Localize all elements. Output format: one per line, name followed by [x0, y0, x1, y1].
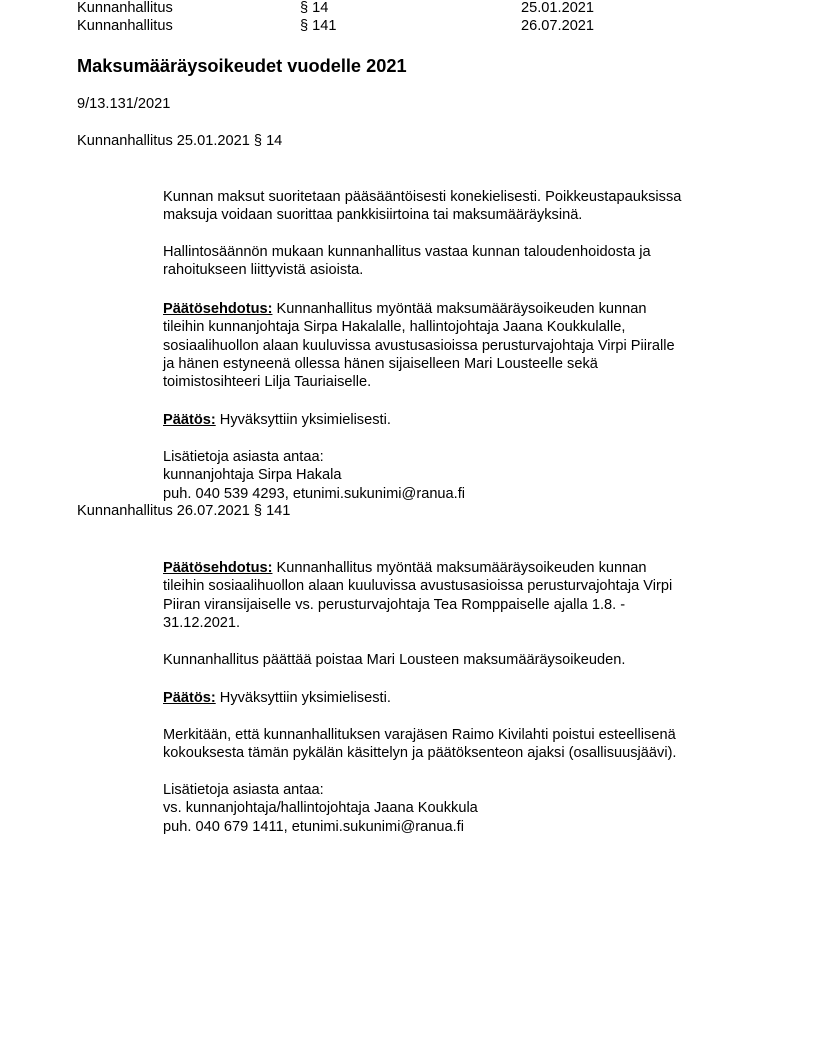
meeting-2-proposal: [163, 559, 763, 632]
meeting-1-para-2: [163, 243, 763, 280]
meeting-2-decision: [163, 689, 763, 707]
text-line: kunnanjohtaja Sirpa Hakala: [163, 467, 342, 484]
text-line: toimistosihteeri Lilja Tauriaiselle.: [163, 374, 372, 391]
text-line: [163, 559, 763, 577]
text-line: Lisätietoja asiasta antaa:: [163, 782, 324, 798]
text-line: puh. 040 539 4293, etunimi.sukunimi@ranua.fi: [163, 485, 466, 502]
header-date: 25.01.2021: [521, 0, 595, 16]
proposal-text: Kunnanhallitus myöntää maksumääräysoikeuden kunnan: [272, 301, 647, 317]
text-line: sosiaalihuollon alaan kuuluvissa avustusasioissa perusturvajohtaja Virpi Piiralle: [163, 337, 675, 354]
decision-text: Hyväksyttiin yksimielisesti.: [215, 412, 391, 428]
text-line: maksuja voidaan suorittaa pankkisiirtoina tai maksumääräyksinä.: [163, 207, 583, 224]
text-line: Merkitään, että kunnanhallituksen varajäsen Raimo Kivilahti poistui esteellisenä: [163, 727, 676, 743]
text-line: vs. kunnanjohtaja/hallintojohtaja Jaana Koukkula: [163, 800, 478, 817]
meeting-2-info: [163, 781, 763, 836]
text-line: rahoitukseen liittyvistä asioista.: [163, 262, 364, 279]
header-section: § 141: [300, 18, 337, 34]
meeting-1-info: [163, 448, 763, 503]
header-date: 26.07.2021: [521, 18, 595, 34]
text-line: Piiran viransijaiselle vs. perusturvajohtaja Tea Romppaiselle ajalla 1.8. -: [163, 596, 626, 613]
header-section: § 14: [300, 0, 329, 16]
text-line: Lisätietoja asiasta antaa:: [163, 449, 324, 465]
text-line: [163, 689, 763, 707]
text-line: tileihin kunnanjohtaja Sirpa Hakalalle, hallintojohtaja Jaana Koukkulalle,: [163, 319, 626, 336]
meeting-2-note: [163, 726, 763, 763]
decision-label: Päätös:: [163, 412, 216, 428]
header-body: Kunnanhallitus: [77, 0, 173, 16]
meeting-2-removal: [163, 651, 763, 669]
text-line: tileihin sosiaalihuollon alaan kuuluvissa avustusasioissa perusturvajohtaja Virpi: [163, 578, 673, 595]
meeting-heading-2: Kunnanhallitus 26.07.2021 § 141: [77, 503, 291, 519]
meeting-1-para-1: [163, 188, 763, 225]
header-row: [77, 0, 777, 18]
meeting-1-decision: [163, 411, 763, 429]
text-line: Kunnanhallitus päättää poistaa Mari Lousteen maksumääräysoikeuden.: [163, 652, 626, 668]
text-line: kokouksesta tämän pykälän käsittelyn ja päätöksenteon ajaksi (osallisuusjäävi).: [163, 745, 677, 762]
text-line: Kunnan maksut suoritetaan pääsääntöisesti konekielisesti. Poikkeustapauksissa: [163, 189, 682, 205]
text-line: 31.12.2021.: [163, 614, 241, 631]
text-line: Hallintosäännön mukaan kunnanhallitus vastaa kunnan taloudenhoidosta ja: [163, 244, 651, 260]
case-number: 9/13.131/2021: [77, 96, 171, 112]
document-title: Maksumääräysoikeudet vuodelle 2021: [77, 56, 407, 76]
text-line: [163, 300, 763, 318]
proposal-text: Kunnanhallitus myöntää maksumääräysoikeuden kunnan: [272, 560, 647, 576]
text-line: [163, 411, 763, 429]
decision-text: Hyväksyttiin yksimielisesti.: [215, 690, 391, 706]
proposal-label: Päätösehdotus:: [163, 301, 273, 317]
text-line: ja hänen estyneenä ollessa hänen sijaiselleen Mari Lousteelle sekä: [163, 355, 598, 372]
text-line: puh. 040 679 1411, etunimi.sukunimi@ranua.fi: [163, 818, 464, 835]
meeting-1-proposal: [163, 300, 763, 391]
decision-label: Päätös:: [163, 690, 216, 706]
header-body: Kunnanhallitus: [77, 18, 173, 34]
meeting-heading-1: Kunnanhallitus 25.01.2021 § 14: [77, 133, 283, 149]
proposal-label: Päätösehdotus:: [163, 560, 273, 576]
header-row: [77, 18, 777, 36]
